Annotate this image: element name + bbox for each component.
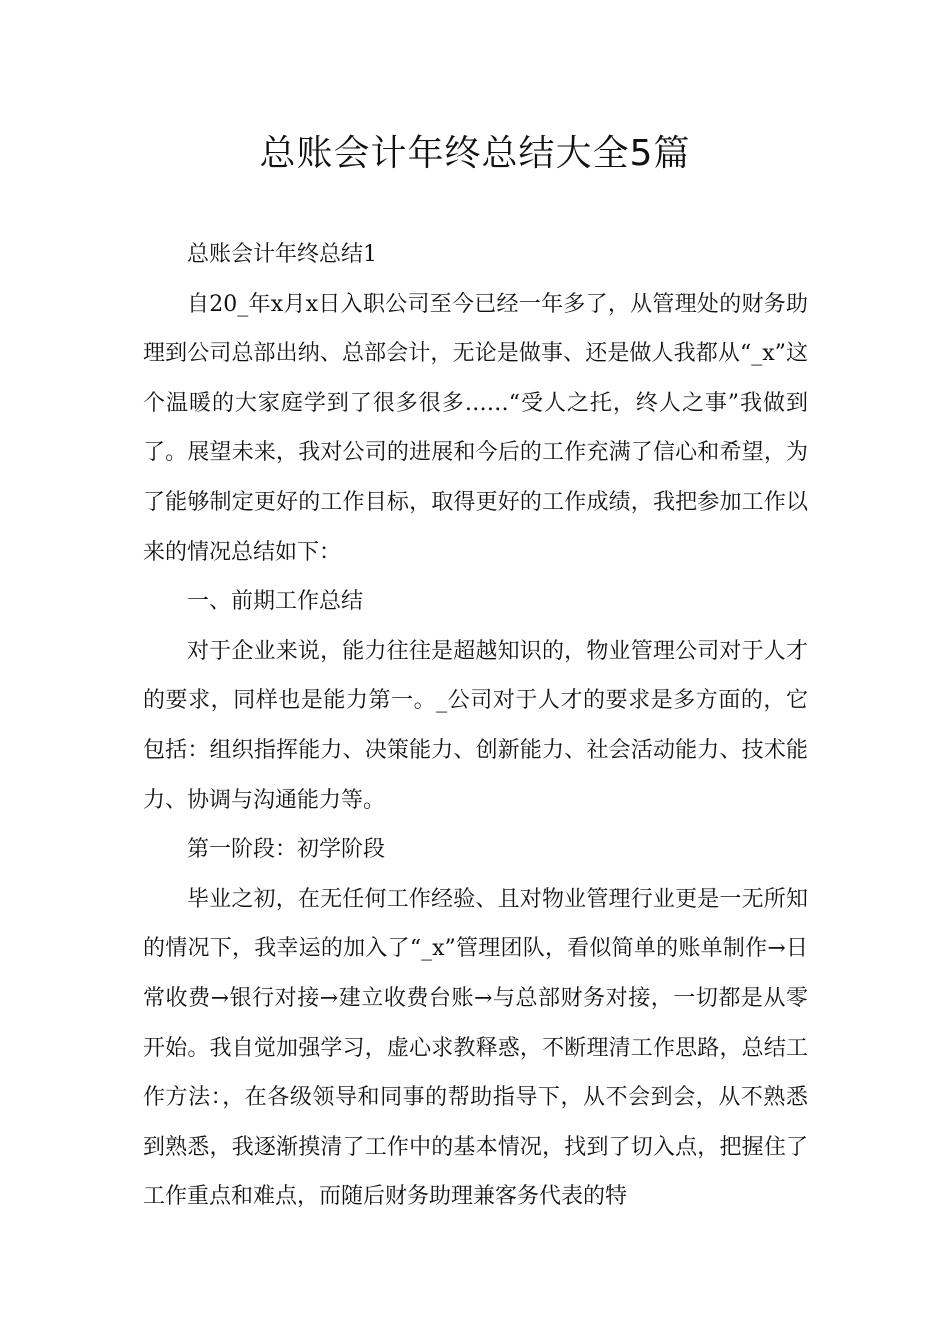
paragraph-stage-1: 毕业之初，在无任何工作经验、且对物业管理行业更是一无所知的情况下，我幸运的加入了“_x”管理团队，看似简单的账单制作→日常收费→银行对接→建立收费台账→与总部财务对接，一切都是从零开始。我自觉加强学习，虚心求教释惑，不断理清工作思路，总结工作方法：，在各级领导和同事的帮助指导下，从不会到会，从不熟悉到熟悉，我逐渐摸清了工作中的基本情况，找到了切入点，把握住了工作重点和难点，而随后财务助理兼客务代表的特 (143, 886, 808, 1210)
paragraph-abilities: 对于企业来说，能力往往是超越知识的，物业管理公司对于人才的要求，同样也是能力第一。_公司对于人才的要求是多方面的，它包括：组织指挥能力、决策能力、创新能力、社会活动能力、技术能力、协调与沟通能力等。 (143, 638, 808, 813)
document-title: 总账会计年终总结大全5篇 (259, 133, 691, 174)
paragraph-intro: 自20_年x月x日入职公司至今已经一年多了，从管理处的财务助理到公司总部出纳、总部会计，无论是做事、还是做人我都从“_x”这个温暖的大家庭学到了很多很多……“受人之托，终人之事”我做到了。展望未来，我对公司的进展和今后的工作充满了信心和希望，为了能够制定更好的工作目标，取得更好的工作成绩，我把参加工作以来的情况总结如下： (143, 291, 808, 565)
section-heading-summary-1: 总账会计年终总结1 (187, 242, 377, 267)
section-heading-stage-1: 第一阶段：初学阶段 (187, 837, 386, 863)
section-heading-early-work: 一、前期工作总结 (187, 589, 364, 615)
document-body (143, 230, 808, 1222)
